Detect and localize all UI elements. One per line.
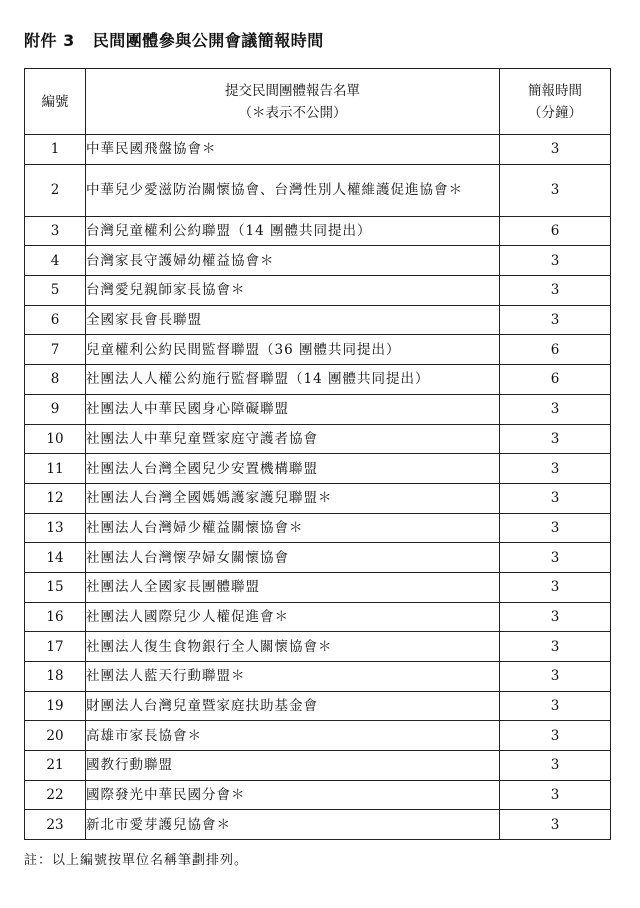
organization-name: 台灣家長守護婦幼權益協會＊ — [86, 246, 500, 276]
row-number: 10 — [25, 424, 86, 454]
presentation-minutes: 3 — [500, 572, 611, 602]
header-time-line1: 簡報時間 — [528, 82, 582, 99]
organization-name: 社團法人中華民國身心障礙聯盟 — [86, 394, 500, 424]
table-row — [25, 810, 611, 840]
presentation-minutes: 3 — [500, 276, 611, 306]
organization-name: 社團法人復生食物銀行全人關懷協會＊ — [86, 632, 500, 662]
row-number: 18 — [25, 662, 86, 692]
presentation-minutes: 3 — [500, 751, 611, 781]
organization-name: 全國家長會長聯盟 — [86, 305, 500, 335]
row-number: 9 — [25, 394, 86, 424]
table-row — [25, 543, 611, 573]
organization-name: 社團法人藍天行動聯盟＊ — [86, 662, 500, 692]
organization-name: 社團法人全國家長團體聯盟 — [86, 572, 500, 602]
organization-name: 社團法人台灣婦少權益關懷協會＊ — [86, 513, 500, 543]
header-name-line1: 提交民間團體報告名單 — [225, 82, 360, 99]
organization-name: 社團法人台灣懷孕婦女關懷協會 — [86, 543, 500, 573]
presentation-minutes: 3 — [500, 602, 611, 632]
row-number: 23 — [25, 810, 86, 840]
presentation-schedule-table — [24, 68, 611, 840]
attachment-label: 附件 3 — [24, 31, 75, 50]
header-name-line2: （＊表示不公開） — [238, 104, 347, 121]
presentation-minutes: 3 — [500, 632, 611, 662]
table-row — [25, 721, 611, 751]
presentation-minutes: 3 — [500, 543, 611, 573]
header-number: 編號 — [25, 69, 86, 135]
organization-name: 財團法人台灣兒童暨家庭扶助基金會 — [86, 691, 500, 721]
presentation-minutes: 3 — [500, 780, 611, 810]
table-row — [25, 394, 611, 424]
row-number: 5 — [25, 276, 86, 306]
presentation-minutes: 3 — [500, 424, 611, 454]
row-number: 19 — [25, 691, 86, 721]
organization-name: 國教行動聯盟 — [86, 751, 500, 781]
presentation-minutes: 3 — [500, 691, 611, 721]
organization-name: 中華民國飛盤協會＊ — [86, 135, 500, 165]
table-row — [25, 365, 611, 395]
row-number: 21 — [25, 751, 86, 781]
presentation-minutes: 6 — [500, 335, 611, 365]
organization-name: 國際發光中華民國分會＊ — [86, 780, 500, 810]
table-row — [25, 662, 611, 692]
organization-name: 高雄市家長協會＊ — [86, 721, 500, 751]
row-number: 12 — [25, 483, 86, 513]
header-presentation-time — [500, 69, 611, 135]
table-row — [25, 305, 611, 335]
presentation-minutes: 3 — [500, 394, 611, 424]
table-row — [25, 691, 611, 721]
organization-name: 社團法人台灣全國兒少安置機構聯盟 — [86, 454, 500, 484]
table-row — [25, 632, 611, 662]
presentation-minutes: 3 — [500, 721, 611, 751]
presentation-minutes: 3 — [500, 662, 611, 692]
row-number: 20 — [25, 721, 86, 751]
presentation-minutes: 3 — [500, 135, 611, 165]
organization-name: 新北市愛芽護兒協會＊ — [86, 810, 500, 840]
attachment-title: 民間團體參與公開會議簡報時間 — [92, 31, 324, 50]
organization-name: 兒童權利公約民間監督聯盟（36 團體共同提出） — [86, 335, 500, 365]
presentation-minutes: 3 — [500, 454, 611, 484]
table-row — [25, 602, 611, 632]
row-number: 6 — [25, 305, 86, 335]
table-row — [25, 513, 611, 543]
row-number: 17 — [25, 632, 86, 662]
row-number: 2 — [25, 164, 86, 216]
table-row — [25, 572, 611, 602]
presentation-minutes: 3 — [500, 810, 611, 840]
row-number: 15 — [25, 572, 86, 602]
table-row — [25, 483, 611, 513]
organization-name: 台灣愛兒親師家長協會＊ — [86, 276, 500, 306]
presentation-minutes: 3 — [500, 164, 611, 216]
row-number: 3 — [25, 216, 86, 246]
header-organization-name — [86, 69, 500, 135]
organization-name: 社團法人國際兒少人權促進會＊ — [86, 602, 500, 632]
row-number: 1 — [25, 135, 86, 165]
presentation-minutes: 3 — [500, 513, 611, 543]
row-number: 14 — [25, 543, 86, 573]
table-header-row — [25, 69, 611, 135]
table-row — [25, 216, 611, 246]
row-number: 16 — [25, 602, 86, 632]
page-title — [24, 28, 324, 51]
table-row — [25, 164, 611, 216]
organization-name: 社團法人中華兒童暨家庭守護者協會 — [86, 424, 500, 454]
presentation-minutes: 3 — [500, 305, 611, 335]
table-row — [25, 780, 611, 810]
table-row — [25, 246, 611, 276]
row-number: 8 — [25, 365, 86, 395]
presentation-minutes: 6 — [500, 365, 611, 395]
table-row — [25, 751, 611, 781]
table-row — [25, 454, 611, 484]
table-row — [25, 335, 611, 365]
presentation-minutes: 6 — [500, 216, 611, 246]
header-time-line2: （分鐘） — [528, 104, 582, 121]
organization-name: 社團法人台灣全國媽媽護家護兒聯盟＊ — [86, 483, 500, 513]
row-number: 11 — [25, 454, 86, 484]
presentation-minutes: 3 — [500, 483, 611, 513]
row-number: 7 — [25, 335, 86, 365]
footnote: 註：以上編號按單位名稱筆劃排列。 — [24, 853, 249, 868]
organization-name: 台灣兒童權利公約聯盟（14 團體共同提出） — [86, 216, 500, 246]
organization-name: 中華兒少愛滋防治關懷協會、台灣性別人權維護促進協會＊ — [86, 164, 500, 216]
presentation-minutes: 3 — [500, 246, 611, 276]
table-row — [25, 135, 611, 165]
row-number: 13 — [25, 513, 86, 543]
row-number: 22 — [25, 780, 86, 810]
table-row — [25, 424, 611, 454]
table-row — [25, 276, 611, 306]
organization-name: 社團法人人權公約施行監督聯盟（14 團體共同提出） — [86, 365, 500, 395]
row-number: 4 — [25, 246, 86, 276]
